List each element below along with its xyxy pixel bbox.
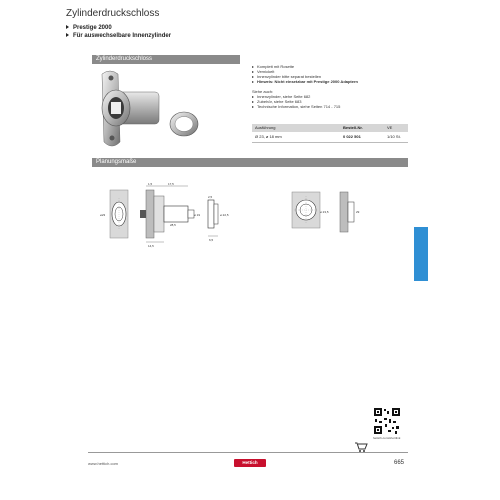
cell-ausfuehrung: Ø 23, ø 18 mm — [255, 134, 282, 139]
page-title: Zylinderdruckschloss — [66, 8, 160, 19]
technical-drawing-front-side — [96, 180, 256, 250]
dim-label: 14,5 — [148, 244, 154, 248]
list-item — [252, 79, 358, 84]
page-number: 665 — [394, 460, 405, 466]
dim-label: ø23 — [100, 213, 106, 217]
triangle-bullet-icon — [252, 106, 254, 108]
dim-label: 6,5 — [209, 238, 214, 242]
table-divider — [252, 142, 408, 143]
header-ve: VE — [387, 125, 393, 130]
triangle-bullet-icon — [252, 66, 254, 68]
dim-label: 1,5 — [148, 182, 153, 186]
list-item-text: Vernickelt — [257, 69, 275, 74]
dim-label: ø 22,5 — [220, 213, 229, 217]
dim-label: 17,5 — [168, 182, 174, 186]
dim-label: ø 23,5 — [320, 210, 329, 214]
list-item-text: Zubehör, siehe Seite 683 — [257, 99, 302, 104]
see-also-heading: Siehe auch: — [252, 89, 274, 94]
dim-label: 28,5 — [170, 223, 176, 227]
feature-list — [252, 64, 358, 109]
subtitle-2-text: Für auswechselbare Innenzylinder — [73, 33, 172, 39]
cell-ve: 1/10 St. — [387, 134, 401, 139]
subtitle-1 — [66, 25, 112, 31]
footer-url[interactable]: www.hettich.com — [88, 461, 119, 466]
list-item-text: Innenzylinder, siehe Seite 682 — [257, 94, 311, 99]
cell-bestell-nr: 0 022 501 — [343, 134, 361, 139]
triangle-bullet-icon — [252, 96, 254, 98]
product-section-heading: Zylinderdruckschloss — [92, 55, 240, 64]
technical-drawing-cutout — [280, 180, 390, 250]
triangle-bullet-icon — [252, 81, 254, 83]
triangle-bullet-icon — [252, 101, 254, 103]
list-item-text: Technische Information, siehe Seiten 714 - 715 — [257, 104, 341, 109]
list-item-text: Hinweis: Nicht einsetzbar mit Prestige 2000 Adaptern — [257, 79, 358, 84]
triangle-bullet-icon — [66, 33, 69, 37]
subtitle-2 — [66, 33, 171, 39]
qr-code-icon — [373, 407, 401, 435]
qr-caption: hettich.com/shortlink — [373, 436, 401, 440]
chapter-tab — [414, 227, 428, 281]
planning-section-heading: Planungsmaße — [92, 158, 408, 167]
header-bestell-nr: Bestell-Nr. — [343, 125, 363, 130]
list-item-text: Komplett mit Rosette — [257, 64, 295, 69]
product-image — [92, 66, 212, 156]
header-ausfuehrung: Ausführung — [255, 125, 276, 130]
triangle-bullet-icon — [252, 76, 254, 78]
triangle-bullet-icon — [66, 25, 69, 29]
footer-divider — [88, 452, 408, 453]
dim-label: ø 19 — [194, 213, 201, 217]
subtitle-1-text: Prestige 2000 — [73, 25, 112, 31]
dim-label: 29 — [356, 210, 360, 214]
table-row — [252, 133, 408, 141]
hettich-logo: Hettich — [234, 459, 266, 467]
dim-label: 2,5 — [208, 195, 213, 199]
list-item-text: Innenzylinder bitte separat bestellen — [257, 74, 322, 79]
triangle-bullet-icon — [252, 71, 254, 73]
list-item — [252, 104, 358, 109]
order-table-header — [252, 124, 408, 132]
